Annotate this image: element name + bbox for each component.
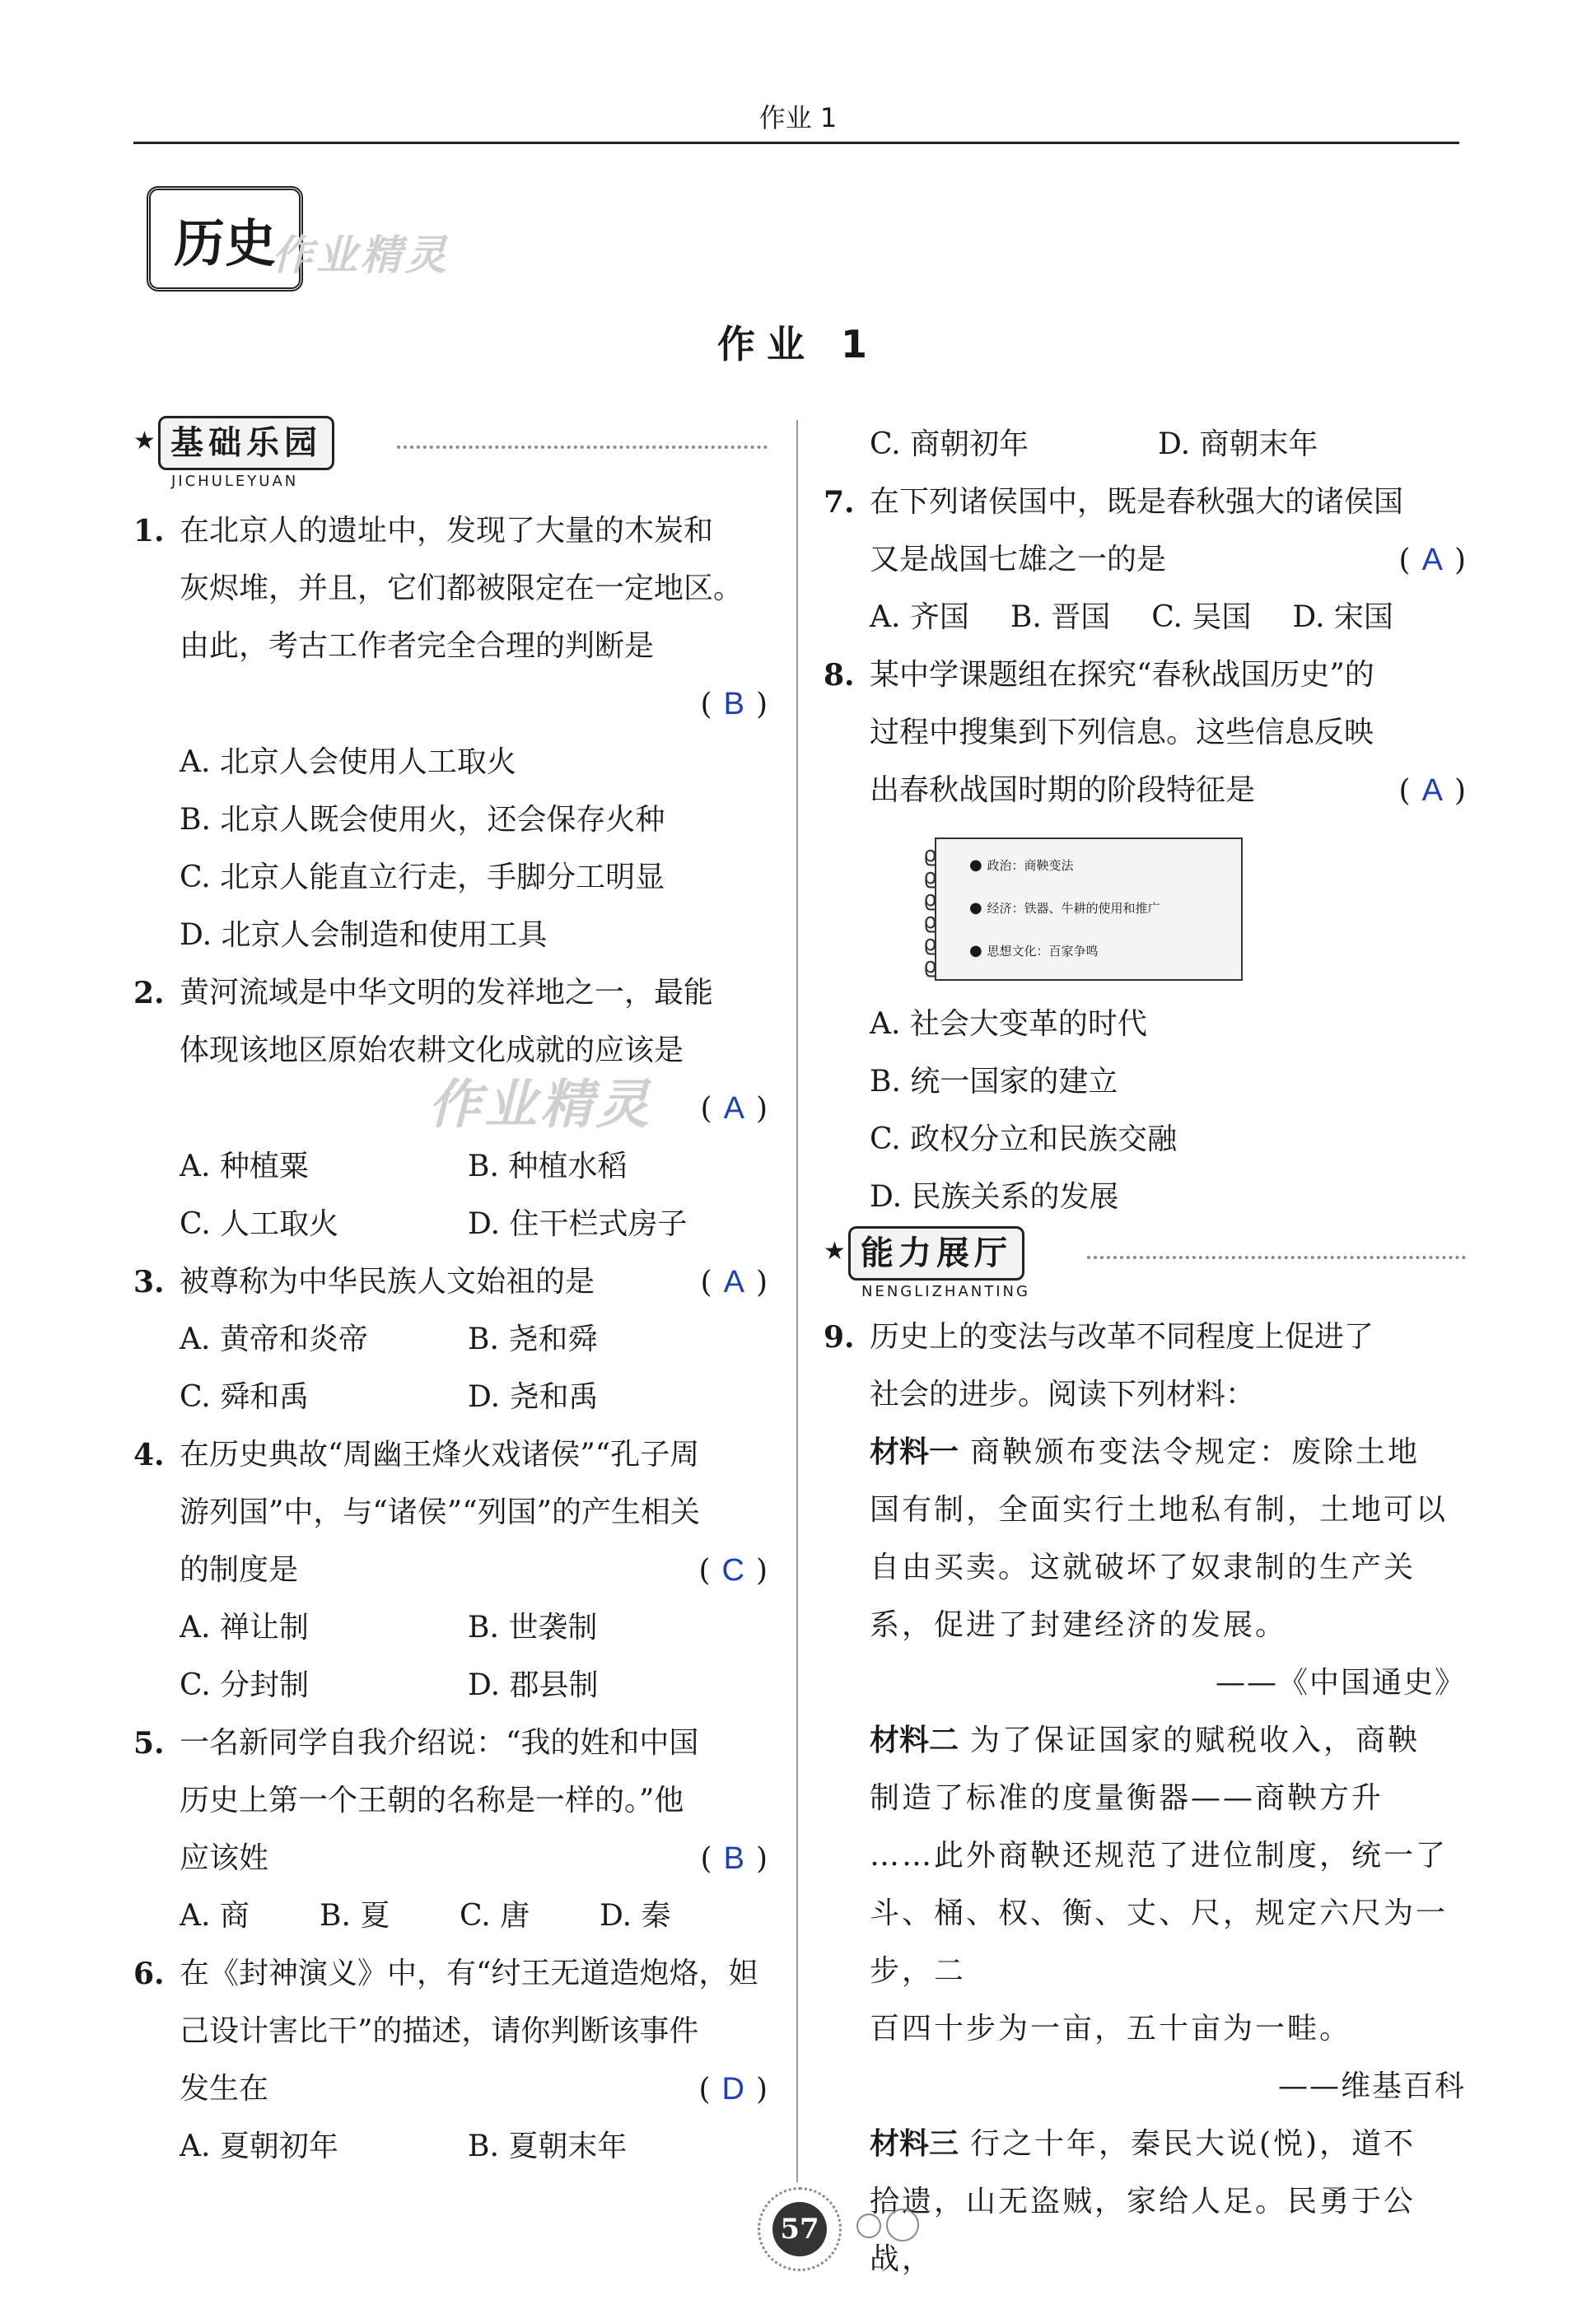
option: A. 种植粟	[180, 1150, 309, 1183]
question-line: 灰烬堆，并且，它们都被限定在一定地区。	[180, 572, 744, 605]
question-number: 7.	[824, 485, 855, 520]
option: B. 北京人既会使用火，还会保存火种	[180, 803, 665, 837]
answer-bracket: ( B )	[700, 687, 768, 721]
figure-item: ● 经济：铁器、牛耕的使用和推广	[969, 887, 1160, 930]
question-number: 5.	[133, 1726, 165, 1761]
question-1	[133, 502, 768, 734]
page-number-badge	[758, 2187, 842, 2271]
question-7	[824, 474, 1466, 589]
section-label: 基础乐园	[158, 416, 334, 470]
option: A. 商	[180, 1899, 250, 1933]
answer-bracket: ( A )	[1398, 543, 1466, 577]
answer-bracket: ( C )	[698, 1553, 768, 1588]
section-label: 能力展厅	[848, 1226, 1024, 1281]
option: D. 商朝末年	[1158, 427, 1318, 461]
option: A. 齐国	[870, 600, 969, 634]
option: A. 社会大变革的时代	[870, 1007, 1147, 1041]
option: D. 尧和禹	[468, 1380, 599, 1414]
question-line: 被尊称为中华民族人文始祖的是	[180, 1265, 595, 1299]
left-column	[133, 416, 768, 2176]
material-line: 为了保证国家的赋税收入，商鞅	[970, 1724, 1421, 1757]
decor-circle-icon	[856, 2214, 881, 2238]
option: D. 民族关系的发展	[870, 1180, 1119, 1214]
option: B. 夏	[320, 1899, 390, 1933]
material-3	[824, 2116, 1466, 2288]
question-line: 体现该地区原始农耕文化成就的应该是	[180, 1033, 684, 1067]
option: B. 夏朝末年	[468, 2130, 628, 2163]
spiral-binding-icon: ϱ ϱ ϱ ϱ ϱ ϱ	[923, 842, 937, 978]
question-number: 6.	[133, 1957, 165, 1991]
option: B. 世袭制	[468, 1611, 598, 1645]
material-1	[824, 1424, 1466, 1712]
option: C. 政权分立和民族交融	[870, 1122, 1178, 1156]
material-line: 制造了标准的度量衡器——商鞅方升	[870, 1781, 1384, 1815]
answer-letter: B	[723, 1841, 744, 1876]
question-line: 游列国”中，与“诸侯”“列国”的产生相关	[180, 1495, 701, 1529]
question-line: 某中学课题组在探究“春秋战国历史”的	[870, 658, 1374, 692]
option: C. 人工取火	[180, 1207, 339, 1241]
running-head: 作业 1	[758, 102, 838, 133]
option: D. 北京人会制造和使用工具	[180, 918, 548, 952]
question-5	[133, 1715, 768, 1887]
option-row	[133, 1369, 768, 1426]
option: B. 尧和舜	[468, 1323, 598, 1356]
star-icon: ★	[824, 1237, 846, 1266]
option-row	[824, 589, 1399, 646]
figure-item: ● 思想文化：百家争鸣	[969, 930, 1160, 973]
question-line: 在《封神演义》中，有“纣王无道造炮烙，妲	[180, 1957, 758, 1990]
option: D. 住干栏式房子	[468, 1207, 688, 1241]
material-label: 材料三	[870, 2127, 959, 2161]
material-source: ——维基百科	[1277, 2069, 1466, 2103]
option: D. 秦	[600, 1899, 671, 1933]
question-line: 历史上第一个王朝的名称是一样的。”他	[180, 1784, 684, 1817]
material-label: 材料一	[870, 1435, 959, 1469]
material-line: 系，促进了封建经济的发展。	[870, 1608, 1288, 1642]
option: C. 吴国	[1151, 600, 1252, 634]
option: B. 晋国	[1010, 600, 1111, 634]
answer-letter: D	[721, 2072, 744, 2106]
question-6	[133, 1945, 768, 2118]
answer-letter: A	[723, 1265, 744, 1299]
answer-letter: B	[723, 687, 744, 721]
question-number: 4.	[133, 1438, 165, 1472]
option-row	[133, 1311, 701, 1369]
option-row	[133, 1196, 768, 1253]
question-2	[133, 964, 768, 1138]
answer-letter: A	[723, 1091, 744, 1126]
option: B. 统一国家的建立	[870, 1065, 1118, 1099]
question-line: 己设计害比干”的描述，请你判断该事件	[180, 2014, 699, 2048]
decor-circle-icon	[886, 2209, 919, 2242]
page-title: 作业 1	[716, 322, 880, 366]
answer-letter: A	[1421, 773, 1443, 808]
section-banner-basic	[133, 416, 768, 502]
question-3	[133, 1253, 768, 1311]
question-line: 发生在	[180, 2072, 269, 2106]
option: D. 宋国	[1292, 600, 1393, 634]
question-line: 出春秋战国时期的阶段特征是	[870, 773, 1256, 807]
answer-bracket: ( A )	[1398, 773, 1466, 808]
option-row	[133, 1599, 698, 1657]
right-column	[824, 416, 1466, 2288]
material-line: 商鞅颁布变法令规定：废除土地	[970, 1435, 1421, 1469]
question-line: 在下列诸侯国中，既是春秋强大的诸侯国	[870, 485, 1404, 519]
question-line: 应该姓	[180, 1841, 269, 1875]
dotted-line	[397, 446, 768, 449]
section-pinyin: JICHULEYUAN	[171, 473, 299, 490]
option: A. 北京人会使用人工取火	[180, 745, 516, 779]
option: C. 北京人能直立行走，手脚分工明显	[180, 861, 665, 894]
question-line: 过程中搜集到下列信息。这些信息反映	[870, 716, 1374, 749]
question-line: 在北京人的遗址中，发现了大量的木炭和	[180, 514, 714, 548]
answer-letter: A	[1421, 543, 1443, 577]
answer-letter: C	[721, 1553, 744, 1588]
notebook-figure	[923, 837, 1243, 981]
option-row	[824, 416, 1466, 474]
question-number: 9.	[824, 1320, 855, 1355]
question-line: 黄河流域是中华文明的发祥地之一，最能	[180, 976, 714, 1010]
question-9	[824, 1309, 1466, 1424]
option-row	[133, 2118, 698, 2176]
option-row	[133, 1138, 768, 1196]
material-line: 行之十年，秦民大说(悦)，道不	[970, 2127, 1416, 2161]
material-line: 百四十步为一亩，五十亩为一畦。	[870, 2012, 1352, 2046]
question-number: 8.	[824, 658, 855, 693]
question-number: 2.	[133, 976, 165, 1010]
column-divider	[796, 420, 798, 2182]
dotted-line	[1087, 1256, 1466, 1259]
header-rule	[133, 142, 1459, 144]
figure-items	[969, 844, 1160, 973]
option: C. 商朝初年	[870, 427, 1029, 461]
subject-badge: 历史	[147, 186, 303, 292]
question-line: 由此，考古工作者完全合理的判断是	[180, 629, 655, 663]
material-line: ……此外商鞅还规范了进位制度，统一了	[870, 1839, 1449, 1873]
answer-bracket: ( A )	[700, 1091, 768, 1126]
question-number: 1.	[133, 514, 165, 548]
material-label: 材料二	[870, 1724, 959, 1757]
option-row	[133, 1657, 768, 1715]
option: C. 唐	[460, 1899, 530, 1933]
question-line: 的制度是	[180, 1553, 299, 1587]
question-number: 3.	[133, 1265, 165, 1299]
option: A. 黄帝和炎帝	[180, 1323, 368, 1356]
material-line: 自由买卖。这就破坏了奴隶制的生产关	[870, 1551, 1416, 1584]
answer-bracket: ( D )	[698, 2072, 768, 2106]
star-icon: ★	[133, 427, 156, 455]
answer-bracket: ( A )	[700, 1265, 768, 1299]
material-line: 国有制，全面实行土地私有制，土地可以	[870, 1493, 1449, 1527]
material-source: ——《中国通史》	[1215, 1666, 1466, 1700]
question-line: 历史上的变法与改革不同程度上促进了	[870, 1320, 1374, 1354]
option: D. 郡县制	[468, 1668, 599, 1702]
question-line: 在历史典故“周幽王烽火戏诸侯”“孔子周	[180, 1438, 700, 1472]
option-row	[133, 1887, 701, 1945]
question-line: 又是战国七雄之一的是	[870, 543, 1167, 576]
material-line: 斗、桶、权、衡、丈、尺，规定六尺为一步，二	[870, 1896, 1449, 1988]
option: B. 种植水稻	[468, 1150, 628, 1183]
watermark: 作业精灵	[272, 231, 450, 279]
watermark-center: 作业精灵	[428, 1075, 652, 1136]
material-2	[824, 1712, 1466, 2116]
section-pinyin: NENGLIZHANTING	[861, 1283, 1030, 1300]
page-number: 57	[772, 2202, 827, 2256]
question-8	[824, 646, 1466, 819]
answer-bracket: ( B )	[700, 1841, 768, 1876]
option: A. 夏朝初年	[180, 2130, 338, 2163]
question-4	[133, 1426, 768, 1599]
question-line: 一名新同学自我介绍说：“我的姓和中国	[180, 1726, 699, 1760]
figure-item: ● 政治：商鞅变法	[969, 844, 1160, 887]
question-line: 社会的进步。阅读下列材料：	[870, 1378, 1256, 1411]
section-banner-ability	[824, 1226, 1466, 1309]
option: C. 舜和禹	[180, 1380, 310, 1414]
option: A. 禅让制	[180, 1611, 309, 1645]
option: C. 分封制	[180, 1668, 310, 1702]
material-line: 拾遗，山无盗贼，家给人足。民勇于公战，	[870, 2185, 1416, 2276]
